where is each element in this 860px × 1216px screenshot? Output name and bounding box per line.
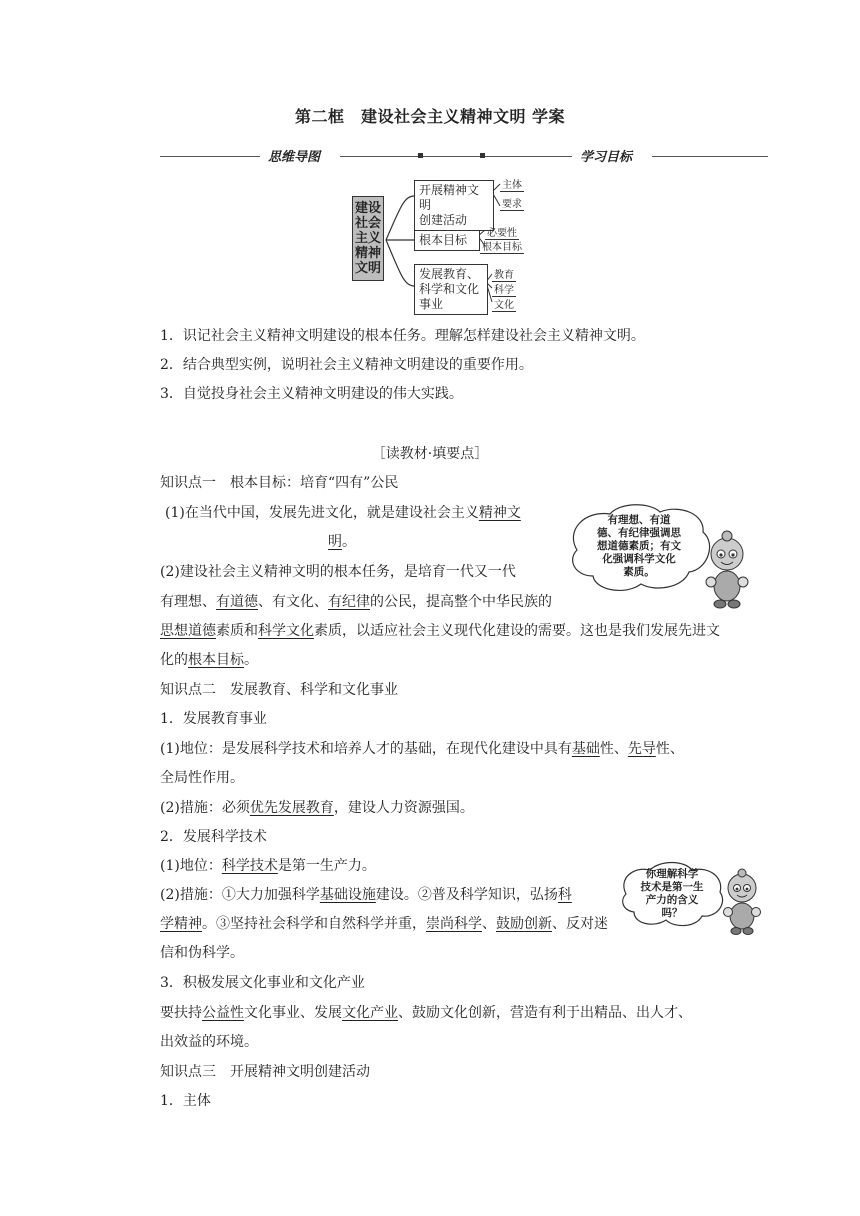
header-rule-middle <box>340 156 572 157</box>
objectives-label: 学习目标 <box>580 150 633 165</box>
blank-answer: 有道德 <box>216 594 258 610</box>
blank-answer: 明 <box>328 534 342 550</box>
section-heading: ［读教材·填要点］ <box>371 446 489 462</box>
objective-item: 3．自觉投身社会主义精神文明建设的伟大实践。 <box>160 386 463 402</box>
rule-marker-left <box>418 153 423 158</box>
kp2-s1-p1-line2: 全局性作用。 <box>160 770 244 786</box>
mindmap-leaf: 必要性 <box>485 224 519 240</box>
blank-answer: 鼓励创新 <box>496 916 552 932</box>
rule-marker-right <box>480 153 485 158</box>
mindmap-leaf: 要求 <box>500 195 524 211</box>
kp3-heading: 知识点三 开展精神文明创建活动 <box>160 1064 370 1080</box>
kp2-s3-p1-line2: 出效益的环境。 <box>160 1034 258 1050</box>
blank-answer: 文化产业 <box>342 1005 398 1021</box>
objective-item: 2．结合典型实例，说明社会主义精神文明建设的重要作用。 <box>160 357 533 373</box>
tip-bubble-2 <box>618 860 768 940</box>
mindmap-branch-goal: 根本目标 <box>414 230 480 251</box>
blank-answer: 科学技术 <box>221 858 278 874</box>
kp1-p1-line2: 明。 <box>328 534 356 550</box>
mindmap-root: 建设 社会 主义 精神 文明 <box>352 196 384 281</box>
mindmap-leaf: 教育 <box>492 266 516 282</box>
kp2-subheading: 2．发展科学技术 <box>160 829 267 845</box>
header-rule-left <box>160 156 260 157</box>
mindmap-leaf: 科学 <box>492 281 516 297</box>
blank-answer: 科学文化 <box>258 623 314 639</box>
blank-answer: 科 <box>557 887 572 903</box>
kp1-p2-line1: (2)建设社会主义精神文明的根本任务，是培育一代又一代 <box>160 564 516 580</box>
blank-answer: 基础设施 <box>319 887 376 903</box>
kp1-p2-line2: 有理想、有道德、有文化、有纪律的公民，提高整个中华民族的 <box>160 594 552 610</box>
mindmap <box>340 178 540 314</box>
blank-answer: 学精神 <box>160 916 202 932</box>
tip-bubble-1 <box>565 500 765 610</box>
tip-bubble-text: 有理想、有道 德、有纪律强调思 想道德素质；有文 化强调科学文化 素质。 <box>597 514 681 578</box>
cartoon-kid-icon <box>720 868 766 938</box>
blank-answer: 基础 <box>571 741 600 757</box>
blank-answer: 优先发展教育 <box>249 800 334 816</box>
kp1-heading: 知识点一 根本目标：培育“四有”公民 <box>160 475 399 491</box>
blank-answer: 先导 <box>627 741 656 757</box>
blank-answer: 精神文 <box>478 505 521 521</box>
mindmap-branch-activities: 开展精神文明 创建活动 <box>414 180 494 231</box>
page-title: 第二框 建设社会主义精神文明 学案 <box>294 107 566 126</box>
kp2-s1-p2: (2)措施：必须优先发展教育，建设人力资源强国。 <box>160 800 474 816</box>
kp1-p2-line3: 思想道德素质和科学文化素质，以适应社会主义现代化建设的需要。这也是我们发展先进文 <box>160 623 720 639</box>
kp2-s3-p1-line1: 要扶持公益性文化事业、发展文化产业、鼓励文化创新，营造有利于出精品、出人才、 <box>160 1005 692 1021</box>
mindmap-leaf: 主体 <box>500 176 524 192</box>
kp1-p2-line4: 化的根本目标。 <box>160 652 258 668</box>
kp1-p1-line1: (1)在当代中国，发展先进文化，就是建设社会主义精神文 <box>165 505 521 521</box>
header-rule-right <box>652 156 768 157</box>
kp2-heading: 知识点二 发展教育、科学和文化事业 <box>160 682 398 698</box>
kp2-s2-p2-line1: (2)措施：①大力加强科学基础设施建设。②普及科学知识，弘扬科 <box>160 887 572 903</box>
cartoon-kid-icon <box>703 530 755 610</box>
kp2-s2-p2-line3: 信和伪科学。 <box>160 945 244 961</box>
objective-item: 1．识记社会主义精神文明建设的根本任务。理解怎样建设社会主义精神文明。 <box>160 328 645 344</box>
blank-answer: 公益性 <box>202 1005 244 1021</box>
blank-answer: 崇尚科学 <box>426 916 482 932</box>
blank-answer: 根本目标 <box>188 652 244 668</box>
kp3-subheading: 1．主体 <box>160 1093 211 1109</box>
kp2-subheading: 3．积极发展文化事业和文化产业 <box>160 975 365 991</box>
mindmap-leaf: 根本目标 <box>480 238 524 254</box>
blank-answer: 有纪律 <box>328 594 370 610</box>
mindmap-leaf: 文化 <box>492 296 516 312</box>
kp2-s1-p1-line1: (1)地位：是发展科学技术和培养人才的基础，在现代化建设中具有基础性、先导性、 <box>160 741 684 757</box>
kp2-subheading: 1．发展教育事业 <box>160 711 267 727</box>
mindmap-label: 思维导图 <box>268 150 321 165</box>
tip-bubble-text: 你理解科学 技术是第一生 产力的含义 吗？ <box>640 868 704 919</box>
mindmap-branch-development: 发展教育、 科学和文化 事业 <box>414 264 488 315</box>
kp2-s2-p1: (1)地位：科学技术是第一生产力。 <box>160 858 376 874</box>
kp2-s2-p2-line2: 学精神。③坚持社会科学和自然科学并重，崇尚科学、鼓励创新、反对迷 <box>160 916 608 932</box>
blank-answer: 思想道德 <box>160 623 216 639</box>
